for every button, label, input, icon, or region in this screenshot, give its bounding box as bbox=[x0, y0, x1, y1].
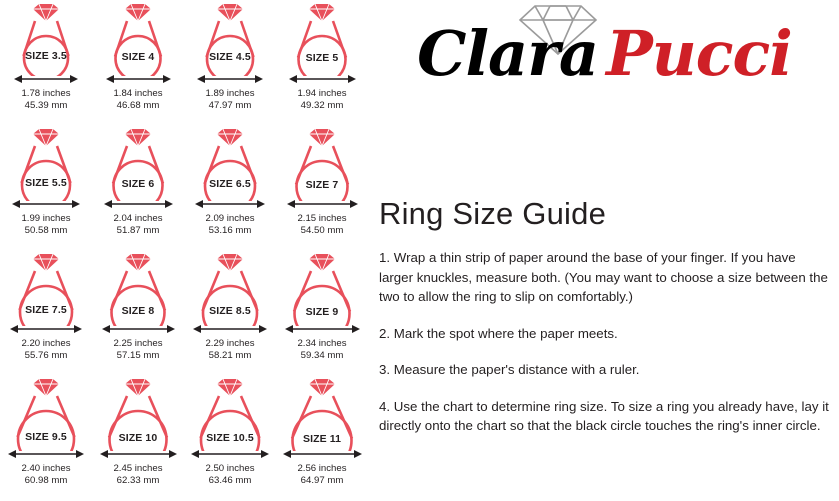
arrow-icon bbox=[283, 449, 362, 459]
diameter-arrow bbox=[92, 324, 184, 336]
brand-first-word: Clara bbox=[417, 17, 599, 90]
diameter-arrow bbox=[184, 449, 276, 461]
ring-illustration bbox=[0, 375, 92, 451]
measurement-mm: 57.15 mm bbox=[116, 349, 160, 361]
instruction-step: 1. Wrap a thin strip of paper around the base of your finger. If you have larger knuckles, measure both. (You may want to choose a size between the two to allow the ring to slip on comfortably.) bbox=[379, 250, 828, 304]
measurement-mm: 59.34 mm bbox=[300, 349, 344, 361]
measurement-mm: 58.21 mm bbox=[208, 349, 252, 361]
diameter-arrow bbox=[184, 74, 276, 86]
page-title: Ring Size Guide bbox=[379, 196, 607, 231]
ring-icon bbox=[184, 2, 276, 76]
brand-second-word: Pucci bbox=[606, 17, 792, 90]
ring-illustration bbox=[92, 0, 184, 76]
ring-size-cell bbox=[276, 125, 368, 250]
ring-measurement bbox=[92, 213, 184, 236]
ring-size-label: SIZE 9.5 bbox=[25, 431, 67, 443]
measurement-inches: 2.45 inches bbox=[113, 463, 163, 474]
right-column bbox=[370, 0, 839, 501]
ring-icon bbox=[0, 2, 92, 76]
ring-size-label: SIZE 3.5 bbox=[25, 50, 67, 62]
ring-illustration bbox=[184, 125, 276, 201]
measurement-inches: 1.84 inches bbox=[113, 88, 163, 99]
measurement-inches: 2.29 inches bbox=[205, 338, 255, 349]
ring-size-cell bbox=[184, 125, 276, 250]
measurement-mm: 50.58 mm bbox=[24, 224, 68, 236]
arrow-icon bbox=[8, 449, 84, 459]
diameter-arrow bbox=[92, 74, 184, 86]
diameter-arrow bbox=[0, 324, 92, 336]
ring-size-cell bbox=[92, 375, 184, 500]
arrow-icon bbox=[289, 74, 356, 84]
arrow-icon bbox=[14, 74, 78, 84]
ring-illustration bbox=[0, 0, 92, 76]
ring-illustration bbox=[92, 375, 184, 451]
measurement-mm: 47.97 mm bbox=[208, 99, 252, 111]
ring-measurement bbox=[276, 338, 368, 361]
ring-measurement bbox=[184, 88, 276, 111]
brand-logo bbox=[370, 0, 839, 118]
ring-illustration bbox=[276, 125, 368, 201]
measurement-inches: 2.04 inches bbox=[113, 213, 163, 224]
measurement-mm: 53.16 mm bbox=[208, 224, 252, 236]
ring-size-cell bbox=[184, 250, 276, 375]
ring-icon bbox=[92, 127, 184, 201]
ring-size-cell bbox=[276, 250, 368, 375]
ring-measurement bbox=[92, 88, 184, 111]
diameter-arrow bbox=[0, 449, 92, 461]
ring-size-cell bbox=[184, 375, 276, 500]
ring-size-cell bbox=[0, 0, 92, 125]
diameter-arrow bbox=[276, 199, 368, 211]
ring-measurement bbox=[184, 213, 276, 236]
diameter-arrow bbox=[92, 199, 184, 211]
measurement-inches: 2.20 inches bbox=[21, 338, 71, 349]
measurement-inches: 1.89 inches bbox=[205, 88, 255, 99]
measurement-inches: 1.78 inches bbox=[21, 88, 71, 99]
arrow-icon bbox=[197, 74, 263, 84]
measurement-mm: 51.87 mm bbox=[116, 224, 160, 236]
ring-measurement bbox=[276, 88, 368, 111]
ring-size-cell bbox=[92, 125, 184, 250]
arrow-icon bbox=[100, 449, 177, 459]
ring-size-label: SIZE 4.5 bbox=[209, 51, 251, 63]
ring-size-label: SIZE 9 bbox=[305, 305, 339, 318]
ring-illustration bbox=[0, 250, 92, 326]
arrow-icon bbox=[285, 324, 360, 334]
ring-size-label: SIZE 10.5 bbox=[206, 432, 254, 444]
measurement-inches: 2.50 inches bbox=[205, 463, 255, 474]
measurement-mm: 45.39 mm bbox=[24, 99, 68, 111]
ring-measurement bbox=[0, 213, 92, 236]
ring-illustration bbox=[92, 125, 184, 201]
diameter-arrow bbox=[92, 449, 184, 461]
ring-size-label: SIZE 4 bbox=[121, 50, 155, 63]
instruction-step: 3. Measure the paper's distance with a ruler. bbox=[379, 362, 640, 377]
ring-icon bbox=[0, 127, 92, 201]
ring-size-chart bbox=[0, 0, 368, 501]
ring-illustration bbox=[276, 375, 368, 451]
ring-illustration bbox=[276, 0, 368, 76]
ring-size-cell bbox=[92, 0, 184, 125]
ring-measurement bbox=[92, 338, 184, 361]
ring-illustration bbox=[184, 250, 276, 326]
ring-size-label: SIZE 7.5 bbox=[25, 304, 67, 316]
arrow-icon bbox=[102, 324, 175, 334]
ring-measurement bbox=[0, 463, 92, 486]
diameter-arrow bbox=[0, 199, 92, 211]
diameter-arrow bbox=[184, 324, 276, 336]
ring-measurement bbox=[184, 463, 276, 486]
measurement-mm: 55.76 mm bbox=[24, 349, 68, 361]
measurement-mm: 49.32 mm bbox=[300, 99, 344, 111]
diameter-arrow bbox=[276, 324, 368, 336]
ring-size-label: SIZE 6 bbox=[121, 177, 155, 190]
ring-size-label: SIZE 7 bbox=[305, 178, 339, 191]
instruction-step: 4. Use the chart to determine ring size. To size a ring you already have, lay it directly onto the chart so that the black circle touches the ring's inner circle. bbox=[379, 398, 829, 433]
ring-size-cell bbox=[0, 125, 92, 250]
ring-illustration bbox=[184, 0, 276, 76]
arrow-icon bbox=[191, 449, 269, 459]
measurement-mm: 46.68 mm bbox=[116, 99, 160, 111]
measurement-mm: 62.33 mm bbox=[116, 474, 160, 486]
ring-measurement bbox=[276, 463, 368, 486]
measurement-mm: 54.50 mm bbox=[300, 224, 344, 236]
ring-measurement bbox=[0, 338, 92, 361]
arrow-icon bbox=[106, 74, 171, 84]
ring-illustration bbox=[184, 375, 276, 451]
ring-size-label: SIZE 6.5 bbox=[209, 178, 251, 190]
measurement-inches: 1.94 inches bbox=[297, 88, 347, 99]
diameter-arrow bbox=[184, 199, 276, 211]
ring-size-label: SIZE 8 bbox=[121, 304, 155, 317]
ring-size-cell bbox=[276, 0, 368, 125]
measurement-inches: 2.34 inches bbox=[297, 338, 347, 349]
measurement-inches: 1.99 inches bbox=[21, 213, 71, 224]
arrow-icon bbox=[193, 324, 267, 334]
diameter-arrow bbox=[276, 74, 368, 86]
arrow-icon bbox=[104, 199, 173, 209]
ring-size-label: SIZE 10 bbox=[118, 431, 158, 444]
ring-measurement bbox=[0, 88, 92, 111]
ring-size-cell bbox=[276, 375, 368, 500]
diameter-arrow bbox=[0, 74, 92, 86]
ring-size-cell bbox=[92, 250, 184, 375]
ring-size-cell bbox=[0, 375, 92, 500]
arrow-icon bbox=[10, 324, 82, 334]
measurement-inches: 2.09 inches bbox=[205, 213, 255, 224]
arrow-icon bbox=[195, 199, 265, 209]
measurement-inches: 2.40 inches bbox=[21, 463, 71, 474]
ring-illustration bbox=[0, 125, 92, 201]
measurement-mm: 60.98 mm bbox=[24, 474, 68, 486]
ring-measurement bbox=[276, 213, 368, 236]
ring-measurement bbox=[184, 338, 276, 361]
instruction-step: 2. Mark the spot where the paper meets. bbox=[379, 325, 618, 341]
arrow-icon bbox=[12, 199, 80, 209]
brand-wordmark bbox=[370, 18, 839, 90]
ring-size-cell bbox=[0, 250, 92, 375]
instruction-steps bbox=[379, 248, 831, 436]
ring-illustration bbox=[276, 250, 368, 326]
ring-illustration bbox=[92, 250, 184, 326]
ring-size-cell bbox=[184, 0, 276, 125]
ring-size-label: SIZE 8.5 bbox=[209, 305, 251, 317]
measurement-mm: 63.46 mm bbox=[208, 474, 252, 486]
ring-icon bbox=[92, 2, 184, 76]
measurement-inches: 2.25 inches bbox=[113, 338, 163, 349]
ring-size-label: SIZE 11 bbox=[302, 432, 342, 445]
ring-size-label: SIZE 5 bbox=[305, 51, 339, 64]
diameter-arrow bbox=[276, 449, 368, 461]
measurement-inches: 2.56 inches bbox=[297, 463, 347, 474]
ring-icon bbox=[276, 2, 368, 76]
measurement-inches: 2.15 inches bbox=[297, 213, 347, 224]
ring-measurement bbox=[92, 463, 184, 486]
arrow-icon bbox=[287, 199, 358, 209]
measurement-mm: 64.97 mm bbox=[300, 474, 344, 486]
ring-size-label: SIZE 5.5 bbox=[25, 177, 67, 189]
